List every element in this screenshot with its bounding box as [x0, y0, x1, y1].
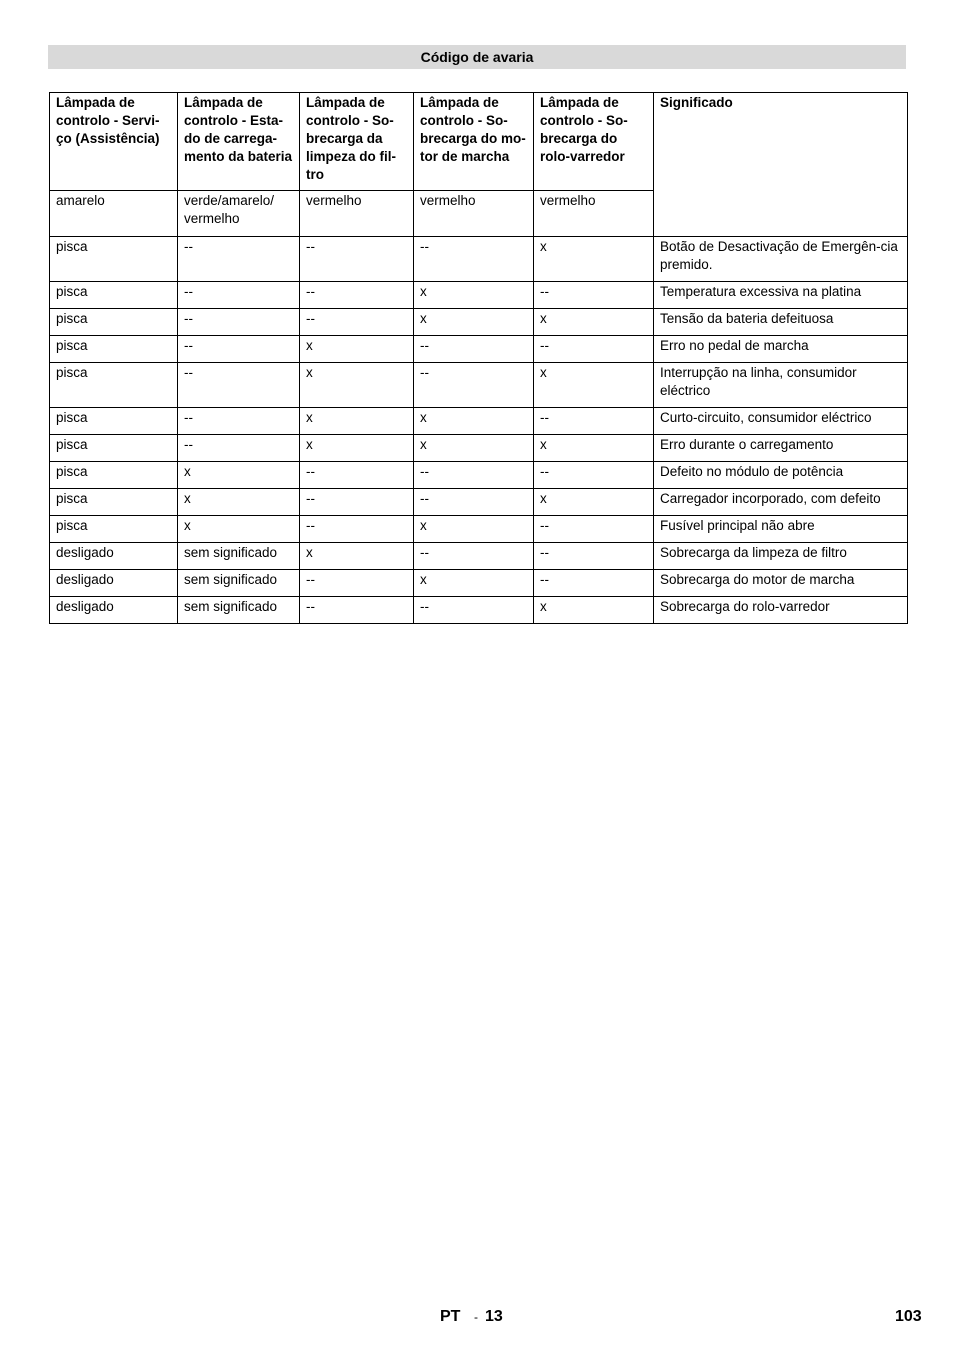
cell-filter: x — [300, 435, 414, 462]
header-brush-overload-lamp: Lâmpada de controlo - So-brecarga do rolo-varredor — [534, 93, 654, 191]
cell-battery: sem significado — [178, 597, 300, 624]
footer-separator: - — [474, 1310, 478, 1324]
cell-service: pisca — [50, 408, 178, 435]
cell-service: desligado — [50, 543, 178, 570]
cell-service: desligado — [50, 570, 178, 597]
cell-drive-motor: x — [414, 282, 534, 309]
cell-filter: -- — [300, 282, 414, 309]
cell-battery: -- — [178, 282, 300, 309]
cell-battery: -- — [178, 408, 300, 435]
cell-meaning: Curto-circuito, consumidor eléctrico — [654, 408, 908, 435]
cell-meaning: Fusível principal não abre — [654, 516, 908, 543]
cell-brush: -- — [534, 516, 654, 543]
cell-battery: sem significado — [178, 543, 300, 570]
cell-filter: x — [300, 336, 414, 363]
page-number: 103 — [895, 1308, 922, 1325]
cell-drive-motor: -- — [414, 462, 534, 489]
table-row — [50, 408, 908, 435]
cell-drive-motor: -- — [414, 336, 534, 363]
cell-meaning: Sobrecarga do rolo-varredor — [654, 597, 908, 624]
cell-filter: -- — [300, 309, 414, 336]
cell-brush: x — [534, 489, 654, 516]
cell-brush: -- — [534, 462, 654, 489]
color-filter-overload-lamp: vermelho — [300, 191, 414, 237]
cell-meaning: Defeito no módulo de potência — [654, 462, 908, 489]
cell-filter: x — [300, 363, 414, 408]
cell-battery: -- — [178, 336, 300, 363]
cell-service: pisca — [50, 237, 178, 282]
cell-meaning: Interrupção na linha, consumidor eléctrico — [654, 363, 908, 408]
cell-meaning: Botão de Desactivação de Emergên-cia premido. — [654, 237, 908, 282]
header-meaning: Significado — [654, 93, 908, 237]
cell-drive-motor: -- — [414, 597, 534, 624]
cell-drive-motor: x — [414, 516, 534, 543]
table-row — [50, 282, 908, 309]
table-row — [50, 363, 908, 408]
color-battery-lamp: verde/amarelo/ vermelho — [178, 191, 300, 237]
cell-drive-motor: -- — [414, 489, 534, 516]
table-row — [50, 570, 908, 597]
cell-meaning: Sobrecarga da limpeza de filtro — [654, 543, 908, 570]
cell-drive-motor: x — [414, 435, 534, 462]
cell-filter: x — [300, 408, 414, 435]
cell-meaning: Carregador incorporado, com defeito — [654, 489, 908, 516]
cell-service: desligado — [50, 597, 178, 624]
table-body — [50, 237, 908, 624]
header-drive-motor-overload-lamp: Lâmpada de controlo - So-brecarga do mo-tor de marcha — [414, 93, 534, 191]
cell-brush: x — [534, 597, 654, 624]
cell-filter: -- — [300, 489, 414, 516]
table-row — [50, 462, 908, 489]
cell-brush: -- — [534, 543, 654, 570]
cell-drive-motor: x — [414, 408, 534, 435]
header-service-lamp: Lâmpada de controlo - Servi-ço (Assistência) — [50, 93, 178, 191]
cell-drive-motor: -- — [414, 237, 534, 282]
cell-brush: -- — [534, 336, 654, 363]
cell-brush: -- — [534, 570, 654, 597]
cell-battery: x — [178, 489, 300, 516]
fault-code-table — [49, 92, 908, 624]
cell-filter: -- — [300, 597, 414, 624]
cell-meaning: Erro no pedal de marcha — [654, 336, 908, 363]
table-row — [50, 237, 908, 282]
cell-brush: x — [534, 363, 654, 408]
cell-drive-motor: -- — [414, 363, 534, 408]
cell-battery: -- — [178, 363, 300, 408]
cell-battery: -- — [178, 309, 300, 336]
cell-service: pisca — [50, 462, 178, 489]
cell-battery: sem significado — [178, 570, 300, 597]
cell-filter: x — [300, 543, 414, 570]
footer-section-page: 13 — [485, 1308, 503, 1325]
color-service-lamp: amarelo — [50, 191, 178, 237]
cell-brush: x — [534, 309, 654, 336]
cell-brush: x — [534, 237, 654, 282]
cell-meaning: Sobrecarga do motor de marcha — [654, 570, 908, 597]
cell-meaning: Erro durante o carregamento — [654, 435, 908, 462]
cell-drive-motor: x — [414, 309, 534, 336]
cell-battery: -- — [178, 237, 300, 282]
cell-service: pisca — [50, 309, 178, 336]
cell-battery: -- — [178, 435, 300, 462]
cell-filter: -- — [300, 570, 414, 597]
footer-language: PT — [440, 1308, 461, 1325]
header-filter-overload-lamp: Lâmpada de controlo - So-brecarga da limpeza do fil-tro — [300, 93, 414, 191]
cell-filter: -- — [300, 516, 414, 543]
cell-service: pisca — [50, 363, 178, 408]
cell-brush: x — [534, 435, 654, 462]
cell-battery: x — [178, 516, 300, 543]
cell-service: pisca — [50, 516, 178, 543]
table-header-row — [50, 93, 908, 191]
cell-filter: -- — [300, 237, 414, 282]
color-drive-motor-overload-lamp: vermelho — [414, 191, 534, 237]
cell-drive-motor: x — [414, 570, 534, 597]
cell-service: pisca — [50, 489, 178, 516]
cell-meaning: Tensão da bateria defeituosa — [654, 309, 908, 336]
cell-filter: -- — [300, 462, 414, 489]
cell-brush: -- — [534, 408, 654, 435]
color-brush-overload-lamp: vermelho — [534, 191, 654, 237]
table-row — [50, 597, 908, 624]
section-title: Código de avaria — [48, 45, 906, 69]
table-row — [50, 516, 908, 543]
cell-battery: x — [178, 462, 300, 489]
table-row — [50, 309, 908, 336]
cell-drive-motor: -- — [414, 543, 534, 570]
table-row — [50, 489, 908, 516]
header-battery-lamp: Lâmpada de controlo - Esta-do de carrega-mento da bateria — [178, 93, 300, 191]
table-row — [50, 543, 908, 570]
cell-service: pisca — [50, 336, 178, 363]
cell-brush: -- — [534, 282, 654, 309]
table-row — [50, 435, 908, 462]
cell-meaning: Temperatura excessiva na platina — [654, 282, 908, 309]
cell-service: pisca — [50, 435, 178, 462]
table-row — [50, 336, 908, 363]
cell-service: pisca — [50, 282, 178, 309]
